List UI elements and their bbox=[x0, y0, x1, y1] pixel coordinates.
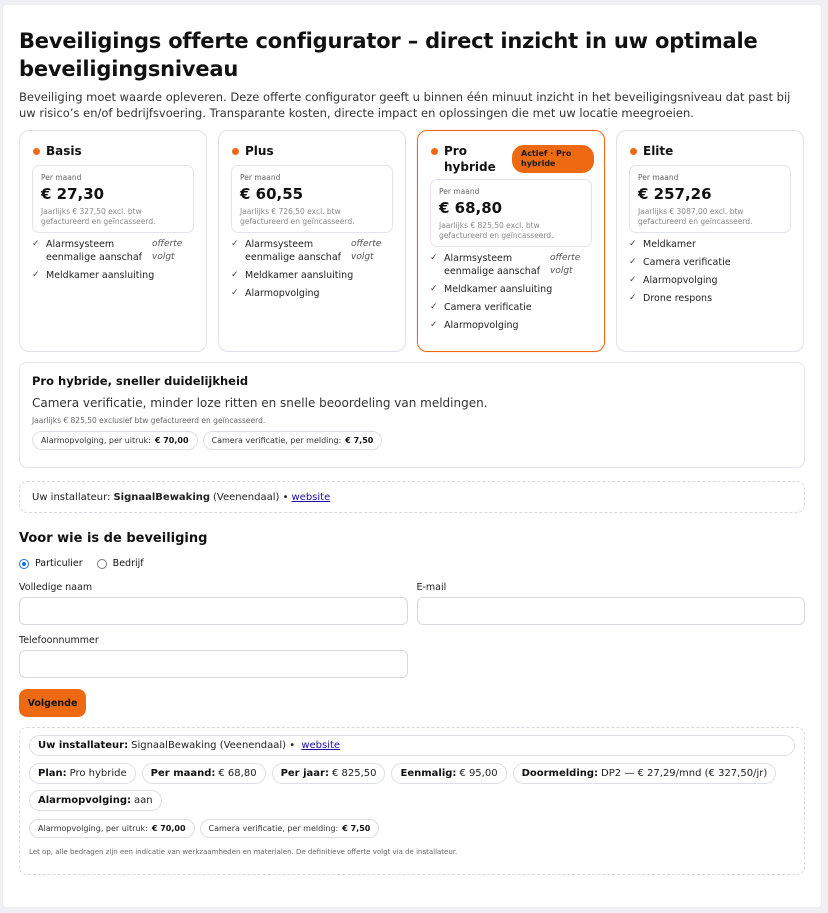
feature-item: ✓ Camera verificatie bbox=[430, 302, 532, 313]
summary-description: Camera verificatie, minder loze ritten en snelle beoordeling van meldingen. bbox=[32, 396, 488, 410]
plan-dot-icon bbox=[431, 148, 438, 155]
email-input[interactable] bbox=[417, 597, 806, 625]
plan-card-basis[interactable] bbox=[19, 130, 207, 352]
check-icon: ✓ bbox=[231, 288, 239, 298]
feature-item: ✓ Alarmsysteem eenmalige aanschaf offerte volgt bbox=[430, 252, 592, 278]
form-title: Voor wie is de beveiliging bbox=[19, 531, 208, 546]
recap-installer: Uw installateur: SignaalBewaking (Veenendaal) • website bbox=[29, 735, 795, 756]
feature-item: ✓ Camera verificatie bbox=[629, 257, 731, 268]
feature-note: offerte volgt bbox=[152, 239, 183, 262]
feature-item: ✓ Meldkamer aansluiting bbox=[231, 270, 354, 281]
active-badge: Actief · Pro hybride bbox=[512, 145, 594, 173]
recap-per-year: Per jaar: € 825,50 bbox=[272, 763, 386, 784]
per-month-label: Per maand bbox=[240, 173, 281, 182]
monthly-price: € 60,55 bbox=[240, 185, 304, 203]
plan-summary bbox=[19, 362, 805, 468]
recap-alarm-follow-up: Alarmopvolging: aan bbox=[29, 790, 162, 811]
recap-one-time: Eenmalig: € 95,00 bbox=[391, 763, 506, 784]
email-label: E-mail bbox=[416, 582, 447, 593]
plan-dot-icon bbox=[232, 148, 239, 155]
radio-particulier-label[interactable]: Particulier bbox=[35, 558, 83, 569]
price-box bbox=[629, 165, 791, 233]
check-icon: ✓ bbox=[32, 239, 40, 249]
check-icon: ✓ bbox=[629, 257, 637, 267]
plan-card-pro-hybride[interactable] bbox=[417, 130, 605, 352]
radio-particulier[interactable] bbox=[19, 559, 29, 569]
plan-name: Basis bbox=[46, 144, 82, 158]
check-icon: ✓ bbox=[629, 293, 637, 303]
disclaimer: Let op, alle bedragen zijn een indicatie van werkzaamheden en materialen. De definitieve offerte volgt via de installateur. bbox=[29, 848, 458, 856]
feature-item: ✓ Meldkamer aansluiting bbox=[32, 270, 155, 281]
plan-dot-icon bbox=[33, 148, 40, 155]
plan-dot-icon bbox=[630, 148, 637, 155]
plan-card-elite[interactable] bbox=[616, 130, 804, 352]
customer-type-radios bbox=[19, 558, 805, 569]
name-input[interactable] bbox=[19, 597, 408, 625]
phone-label: Telefoonnummer bbox=[19, 635, 99, 646]
installer-name: SignaalBewaking bbox=[113, 491, 211, 503]
yearly-price: Jaarlijks € 3087,00 excl. btw gefactureerd en geïncasseerd. bbox=[638, 207, 753, 226]
feature-note: offerte volgt bbox=[550, 253, 581, 276]
monthly-price: € 68,80 bbox=[439, 199, 503, 217]
radio-bedrijf-label[interactable]: Bedrijf bbox=[112, 558, 144, 569]
price-box bbox=[231, 165, 393, 233]
name-label: Volledige naam bbox=[19, 582, 93, 593]
plan-name: Plus bbox=[245, 144, 274, 158]
feature-item: ✓ Meldkamer bbox=[629, 239, 696, 250]
check-icon: ✓ bbox=[32, 270, 40, 280]
phone-row bbox=[19, 635, 805, 678]
price-box bbox=[430, 179, 592, 247]
recap-plan: Plan: Pro hybride bbox=[29, 763, 136, 784]
check-icon: ✓ bbox=[629, 275, 637, 285]
check-icon: ✓ bbox=[430, 284, 438, 294]
monthly-price: € 27,30 bbox=[41, 185, 105, 203]
plan-name: Pro hybride bbox=[444, 144, 496, 174]
installer-info bbox=[19, 481, 805, 513]
feature-note: offerte volgt bbox=[351, 239, 382, 262]
name-email-row bbox=[19, 582, 805, 625]
next-button[interactable]: Volgende bbox=[19, 689, 86, 717]
yearly-price: Jaarlijks € 726,50 excl. btw gefactureerd en geïncasseerd. bbox=[240, 207, 355, 226]
check-icon: ✓ bbox=[231, 270, 239, 280]
recap-website-link[interactable]: website bbox=[301, 740, 341, 751]
radio-bedrijf[interactable] bbox=[97, 559, 107, 569]
yearly-price: Jaarlijks € 327,50 excl. btw gefactureerd en geïncasseerd. bbox=[41, 207, 156, 226]
feature-item: ✓ Alarmopvolging bbox=[231, 288, 320, 299]
rate-chip: Alarmopvolging, per uitruk: € 70,00 bbox=[32, 431, 198, 450]
per-month-label: Per maand bbox=[41, 173, 82, 182]
per-month-label: Per maand bbox=[439, 187, 480, 196]
rate-chip: Alarmopvolging, per uitruk: € 70,00 bbox=[29, 819, 195, 838]
check-icon: ✓ bbox=[430, 253, 438, 263]
phone-input[interactable] bbox=[19, 650, 408, 678]
plan-name: Elite bbox=[643, 144, 674, 158]
feature-item: ✓ Alarmsysteem eenmalige aanschaf offerte volgt bbox=[32, 238, 194, 264]
per-month-label: Per maand bbox=[638, 173, 679, 182]
feature-item: ✓ Alarmsysteem eenmalige aanschaf offerte volgt bbox=[231, 238, 393, 264]
check-icon: ✓ bbox=[430, 302, 438, 312]
check-icon: ✓ bbox=[629, 239, 637, 249]
plan-card-plus[interactable] bbox=[218, 130, 406, 352]
recap-chips bbox=[29, 819, 795, 838]
summary-yearly: Jaarlijks € 825,50 exclusief btw gefactureerd en geïncasseerd. bbox=[32, 416, 266, 425]
installer-location: (Veenendaal) • bbox=[213, 491, 289, 503]
feature-item: ✓ Drone respons bbox=[629, 293, 713, 304]
installer-website-link[interactable]: website bbox=[291, 491, 331, 503]
feature-item: ✓ Alarmopvolging bbox=[430, 320, 519, 331]
quote-recap bbox=[19, 727, 805, 875]
recap-per-month: Per maand: € 68,80 bbox=[142, 763, 266, 784]
rate-chip: Camera verificatie, per melding: € 7,50 bbox=[200, 819, 380, 838]
monthly-price: € 257,26 bbox=[638, 185, 712, 203]
feature-item: ✓ Meldkamer aansluiting bbox=[430, 284, 553, 295]
yearly-price: Jaarlijks € 825,50 excl. btw gefactureerd en geïncasseerd. bbox=[439, 221, 554, 240]
rate-chip: Camera verificatie, per melding: € 7,50 bbox=[203, 431, 383, 450]
plan-cards bbox=[19, 130, 805, 352]
check-icon: ✓ bbox=[430, 320, 438, 330]
page-title: Beveiligings offerte configurator – direct inzicht in uw optimale beveiligingsniveau bbox=[19, 29, 758, 81]
summary-title: Pro hybride, sneller duidelijkheid bbox=[32, 374, 249, 388]
price-box bbox=[32, 165, 194, 233]
feature-item: ✓ Alarmopvolging bbox=[629, 275, 718, 286]
recap-doormelding: Doormelding: DP2 — € 27,29/mnd (€ 327,50/jr) bbox=[513, 763, 777, 784]
configurator-page bbox=[3, 5, 821, 907]
summary-chips bbox=[32, 431, 792, 450]
installer-label: Uw installateur: bbox=[32, 491, 111, 503]
page-intro: Beveiliging moet waarde opleveren. Deze offerte configurator geeft u binnen één minuut inzicht in het beveiligingsniveau dat past bij uw risico’s en/of bedrijfsvoering. Transparante kosten, directe impact en oplossingen die met uw locatie meegroeien. bbox=[19, 90, 791, 120]
check-icon: ✓ bbox=[231, 239, 239, 249]
